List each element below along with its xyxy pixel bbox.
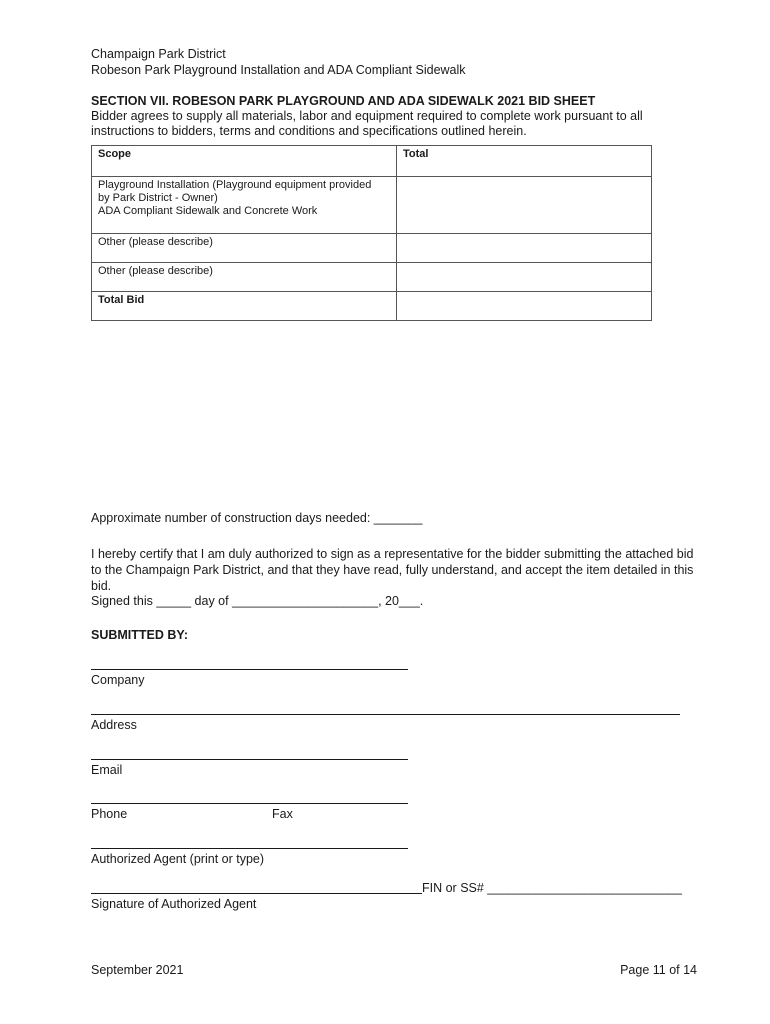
table-row — [92, 292, 652, 321]
scope-cell: Other (please describe) — [92, 263, 397, 292]
phone-label: Phone — [91, 807, 128, 821]
fin-field[interactable]: FIN or SS# ____________________________ — [422, 881, 682, 895]
fax-label: Fax — [272, 807, 293, 821]
company-label: Company — [91, 673, 145, 687]
agent-signature-line[interactable] — [91, 848, 408, 849]
col-scope-header: Scope — [92, 146, 397, 177]
scope-cell: Other (please describe) — [92, 234, 397, 263]
footer-date: September 2021 — [91, 963, 184, 977]
section-title: SECTION VII. ROBESON PARK PLAYGROUND AND ADA SIDEWALK 2021 BID SHEET — [91, 94, 596, 108]
company-signature-line[interactable] — [91, 669, 408, 670]
total-cell[interactable] — [397, 292, 652, 321]
agent-label: Authorized Agent (print or type) — [91, 852, 265, 866]
intro-text: Bidder agrees to supply all materials, labor and equipment required to complete work pursuant to all instructions to bidders, terms and conditions and specifications outlined herein. — [91, 109, 643, 138]
document-header — [91, 46, 466, 78]
address-label: Address — [91, 718, 137, 732]
email-signature-line[interactable] — [91, 759, 408, 760]
signature-line[interactable] — [91, 893, 422, 894]
table-row — [92, 263, 652, 292]
certification-text: I hereby certify that I am duly authorized to sign as a representative for the bidder submitting the attached bid to the Champaign Park District, and that they have read, fully understand, and accept the item detailed in this bid. — [91, 547, 694, 593]
address-signature-line[interactable] — [91, 714, 680, 715]
scope-line: ADA Compliant Sidewalk and Concrete Work — [98, 205, 318, 217]
scope-line: by Park District - Owner) — [98, 192, 218, 204]
construction-days-line: Approximate number of construction days needed: _______ — [91, 511, 423, 525]
scope-cell: Total Bid — [92, 292, 397, 321]
email-label: Email — [91, 763, 123, 777]
phone-signature-line[interactable] — [91, 803, 408, 804]
total-cell[interactable] — [397, 177, 652, 234]
scope-cell — [92, 177, 397, 234]
total-cell[interactable] — [397, 234, 652, 263]
footer-page-number: Page 11 of 14 — [620, 963, 697, 977]
header-project: Robeson Park Playground Installation and ADA Compliant Sidewalk — [91, 63, 466, 77]
submitted-by-heading: SUBMITTED BY: — [91, 628, 188, 642]
header-org: Champaign Park District — [91, 47, 226, 61]
table-header-row — [92, 146, 652, 177]
table-row — [92, 234, 652, 263]
scope-line: Playground Installation (Playground equipment provided — [98, 179, 372, 191]
table-row — [92, 177, 652, 234]
signed-line: Signed this _____ day of _____________________, 20___. — [91, 594, 424, 608]
bid-table — [91, 145, 652, 321]
total-cell[interactable] — [397, 263, 652, 292]
signature-label: Signature of Authorized Agent — [91, 897, 257, 911]
col-total-header: Total — [397, 146, 652, 177]
